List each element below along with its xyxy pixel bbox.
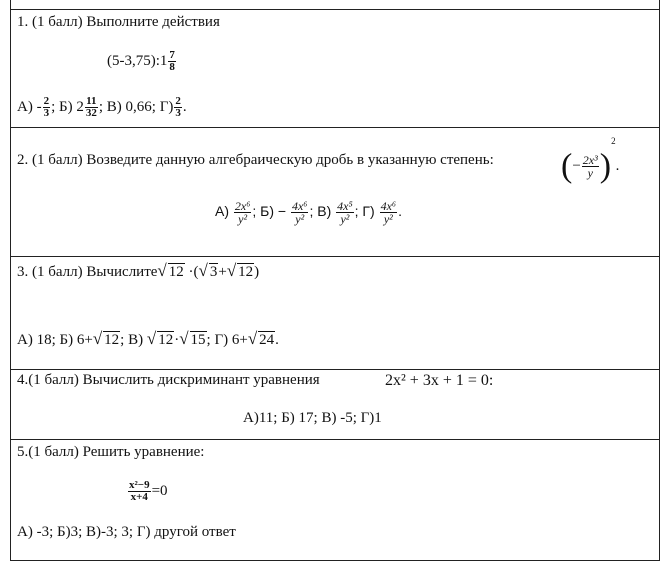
- task-2-title: 2. (1 балл) Возведите данную алгебраическую дробь в указанную степень:: [17, 152, 494, 168]
- task-3-answer-v-radicand-2: 15: [190, 332, 206, 348]
- task-3-answer-v-radicand-1: 12: [158, 332, 174, 348]
- task-1-answer-g-den: 3: [175, 107, 181, 119]
- task-2-answer-b-label: ; Б) −: [252, 203, 287, 220]
- task-5-answers: А) -3; Б)3; В)-3; 3; Г) другой ответ: [17, 524, 236, 540]
- task-1-answer-a-den: 3: [43, 107, 50, 119]
- task-3-answer-b-radicand: 12: [104, 332, 120, 348]
- task-5-title: 5.(1 балл) Решить уравнение:: [17, 444, 205, 460]
- task-3-answer-v-label: ; В): [120, 332, 144, 348]
- task-1-expr-den: 8: [169, 61, 175, 73]
- task-2-answer-d-num: 4x⁶: [380, 199, 397, 213]
- task-2-answer-c-fraction: [336, 200, 354, 225]
- task-1-answer-rest: ; В) 0,66; Г): [98, 98, 174, 115]
- task-3-answer-g-label: ; Г) 6+: [206, 332, 248, 348]
- task-5-row: [11, 439, 659, 561]
- task-5-fraction-num: x²−9: [129, 479, 150, 491]
- task-3-expr-end: ): [254, 264, 260, 280]
- task-3-answer-g-radicand: 24: [259, 332, 275, 348]
- task-2-row: [11, 127, 659, 257]
- task-1-answer-a-fraction: [43, 96, 51, 119]
- task-2-answer-a-num: 2x⁶: [234, 199, 251, 213]
- task-1-answer-b-num: 11: [86, 95, 97, 107]
- task-1-answer-g-num: 2: [175, 95, 181, 107]
- task-2-given-fraction: [582, 154, 599, 179]
- task-2-answer-d-den: y²: [383, 212, 393, 226]
- task-3-radicand-2: 3: [209, 264, 218, 280]
- task-1-expr-prefix: (5-3,75):1: [107, 52, 168, 69]
- task-3-answer-v-dot: ·: [174, 332, 180, 348]
- task-4-equation: 2x² + 3x + 1 = 0:: [385, 372, 494, 389]
- task-3-radicand-3: 12: [238, 264, 254, 280]
- task-3-expr-plus: +: [218, 264, 227, 280]
- task-2-answer-d-label: ; Г): [354, 203, 375, 220]
- task-2-answer-c-den: y²: [340, 212, 350, 226]
- task-4-title: 4.(1 балл) Вычислить дискриминант уравнения: [17, 372, 320, 388]
- task-4-row: [11, 369, 659, 440]
- task-2-answer-b-num: 4x⁶: [291, 199, 308, 213]
- task-5-fraction: [128, 480, 151, 503]
- task-2-answer-b-fraction: [291, 200, 309, 225]
- task-2-answer-b-den: y²: [295, 212, 305, 226]
- task-3-title-line: 3. (1 балл) Вычислите√ 12 ·(√ 3+√ 12): [17, 261, 260, 280]
- task-2-answer-a-label: А): [215, 203, 229, 220]
- task-1-answer-a-label: А) -: [17, 98, 42, 115]
- task-1-answer-b-label: ; Б) 2: [51, 98, 84, 115]
- worksheet-table: [10, 0, 660, 561]
- task-2-answer-a-fraction: [234, 200, 252, 225]
- task-2-answers: А) $\frac{\text{2x⁶}}{\text{y²}}$ ; Б) − $\frac{\text{4x⁶}}{\text{y²}}$ ; В) $\frac{\text{4x⁵}}{\text{y²}}$ ; Г) $\frac{\text{4x⁶}}{\text{y²}}$ .: [215, 199, 402, 226]
- task-2-power: 2: [611, 136, 616, 146]
- task-1-answer-b-fraction: [85, 96, 98, 119]
- task-2-given-den: y: [587, 166, 593, 181]
- task-1-answer-g-fraction: [174, 96, 182, 119]
- task-3-answers: А) 18; Б) 6+√ 12; В) √ 12·√ 15; Г) 6+√ 24.: [17, 329, 279, 348]
- task-3-answer-a: А) 18; Б) 6+: [17, 332, 93, 348]
- task-1-row: [11, 9, 659, 128]
- task-2-answer-a-den: y²: [238, 212, 248, 226]
- task-3-radicand-1: 12: [168, 264, 184, 280]
- task-3-row: [11, 256, 659, 370]
- task-2-answer-d-fraction: [380, 200, 398, 225]
- task-3-expr-mid: ·(: [188, 264, 199, 280]
- task-1-title: 1. (1 балл) Выполните действия: [17, 14, 220, 30]
- task-1-answers: А) - $\frac{2}{3}$ ; Б) 2 $\frac{11}{32}$ ; В) 0,66; Г) $\frac{2}{3}$ .: [17, 95, 187, 119]
- task-2-given-expression: (− $\frac{\text{2x³}}{y}$ )$^2$.: [561, 136, 620, 185]
- task-1-answer-b-den: 32: [85, 107, 97, 119]
- task-2-given-num: 2x³: [582, 153, 598, 168]
- task-1-expr-num: 7: [169, 49, 175, 61]
- task-3-answer-end: .: [275, 332, 279, 348]
- task-1-expression: [107, 50, 177, 73]
- task-1-answer-a-num: 2: [43, 95, 50, 107]
- task-1-expr-fraction: [168, 50, 176, 73]
- task-5-fraction-den: x+4: [130, 491, 148, 503]
- task-3-title: 3. (1 балл) Вычислите: [17, 264, 158, 280]
- task-2-answer-c-num: 4x⁵: [337, 199, 353, 213]
- task-5-equation: [127, 480, 168, 503]
- task-2-answer-c-label: ; В): [309, 203, 332, 220]
- task-4-answers: А)11; Б) 17; В) -5; Г)1: [243, 410, 382, 426]
- task-5-equals-zero: =0: [151, 482, 168, 499]
